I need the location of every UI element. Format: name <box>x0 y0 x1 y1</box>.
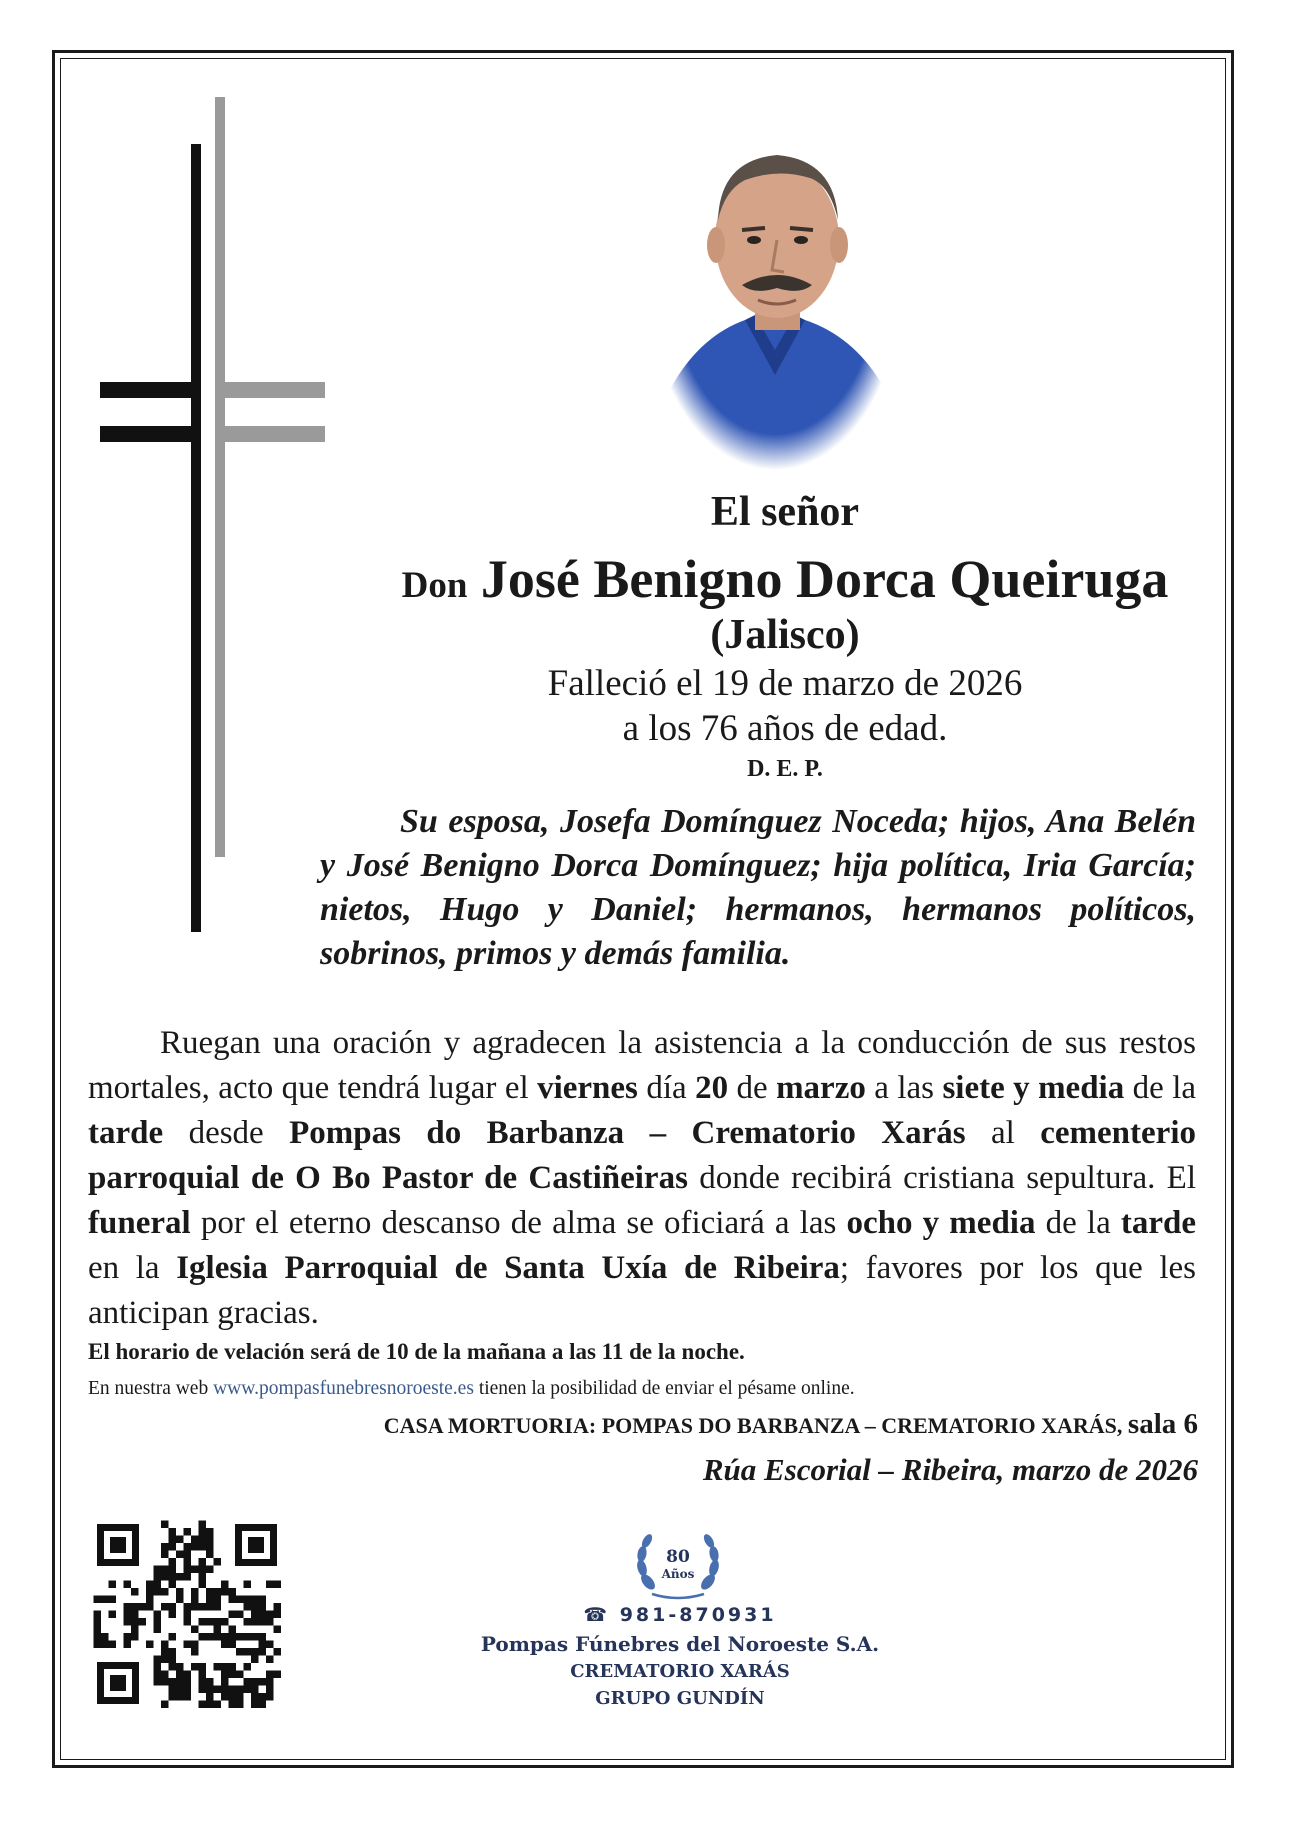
rip-abbrev: D. E. P. <box>747 756 823 782</box>
logo-years-number: 80 <box>666 1547 690 1567</box>
funeral-home-label: CASA MORTUORIA: POMPAS DO BARBANZA – CREMATORIO XARÁS, <box>383 1413 1123 1438</box>
notice-text: a las <box>874 1070 935 1106</box>
address-date: Rúa Escorial – Ribeira, marzo de 2026 <box>702 1452 1198 1487</box>
notice-time: ocho y media <box>846 1205 1036 1241</box>
qr-code[interactable] <box>93 1520 281 1708</box>
notice-daypart: tarde <box>88 1115 164 1151</box>
notice-text: por el eterno descanso de alma se oficiará a las <box>200 1205 837 1241</box>
notice-text: donde recibirá cristiana sepultura. El <box>699 1160 1196 1196</box>
web-text-before: En nuestra web <box>88 1378 209 1399</box>
family-line-1: Su esposa, Josefa Domínguez Noceda; hijos, <box>400 803 1037 840</box>
group-name: GRUPO GUNDÍN <box>595 1688 765 1709</box>
notice-text: Ruegan una oración y agradecen la asistencia a la conducción de sus restos mortales, acto que tendrá lugar el <box>88 1025 1196 1106</box>
website-link[interactable]: www.pompasfunebresnoroeste.es <box>213 1378 474 1399</box>
full-name: José Benigno Dorca Queiruga <box>480 549 1169 609</box>
web-condolence-note <box>88 1378 1198 1400</box>
phone-number-line <box>440 1604 920 1626</box>
notice-church: Iglesia Parroquial de Santa Uxía de Ribeira <box>176 1250 840 1286</box>
room-number: sala 6 <box>1127 1408 1198 1440</box>
laurel-wreath-icon <box>628 1522 728 1604</box>
honorific: Don <box>401 565 468 606</box>
notice-text: ; favores por los que les anticipan gracias. <box>88 1250 1197 1331</box>
notice-origin: Pompas do Barbanza – Crematorio Xarás <box>289 1115 966 1151</box>
company-name: Pompas Fúnebres del Noroeste S.A. <box>480 1632 880 1656</box>
notice-text: al <box>991 1115 1015 1151</box>
family-list <box>320 800 1196 976</box>
title-prefix: El señor <box>710 489 860 535</box>
telephone-icon: ☎ <box>583 1604 611 1626</box>
notice-date: 20 <box>695 1070 729 1106</box>
funeral-home <box>88 1408 1198 1441</box>
notice-text: de la <box>1045 1205 1111 1241</box>
wake-hours: El horario de velación será de 10 de la mañana a las 11 de la noche. <box>88 1339 745 1364</box>
notice-daypart: tarde <box>1120 1205 1197 1241</box>
nickname: (Jalisco) <box>710 612 860 658</box>
death-date: Falleció el 19 de marzo de 2026 <box>547 663 1023 704</box>
phone-number[interactable]: 981-870931 <box>619 1604 777 1626</box>
notice-funeral: funeral <box>88 1205 191 1241</box>
web-text-after: tienen la posibilidad de enviar el pésame online. <box>478 1378 855 1399</box>
notice-text: día <box>646 1070 687 1106</box>
notice-day: viernes <box>537 1070 638 1106</box>
notice-text: desde <box>188 1115 264 1151</box>
notice-time: siete y media <box>942 1070 1125 1106</box>
logo-years-word: Años <box>661 1567 695 1581</box>
cross-icon <box>95 92 325 942</box>
notice-text: en la <box>88 1250 160 1286</box>
notice-month: marzo <box>776 1070 866 1106</box>
deceased-name <box>320 548 1250 610</box>
notice-text: de la <box>1132 1070 1197 1106</box>
notice-cemetery: cementerio parroquial de O Bo Pastor de Castiñeiras <box>88 1115 1196 1196</box>
notice-text: de <box>736 1070 768 1106</box>
ceremony-notice <box>88 1021 1196 1336</box>
family-rest: Ana Belén y José Benigno Dorca Domínguez; hija política, Iria García; nietos, Hugo y Daniel; hermanos, hermanos políticos, sobrinos, primos y demás familia. <box>320 803 1196 972</box>
crematorium-name: CREMATORIO XARÁS <box>570 1661 790 1682</box>
age-at-death: a los 76 años de edad. <box>622 708 948 749</box>
deceased-portrait <box>650 110 900 470</box>
